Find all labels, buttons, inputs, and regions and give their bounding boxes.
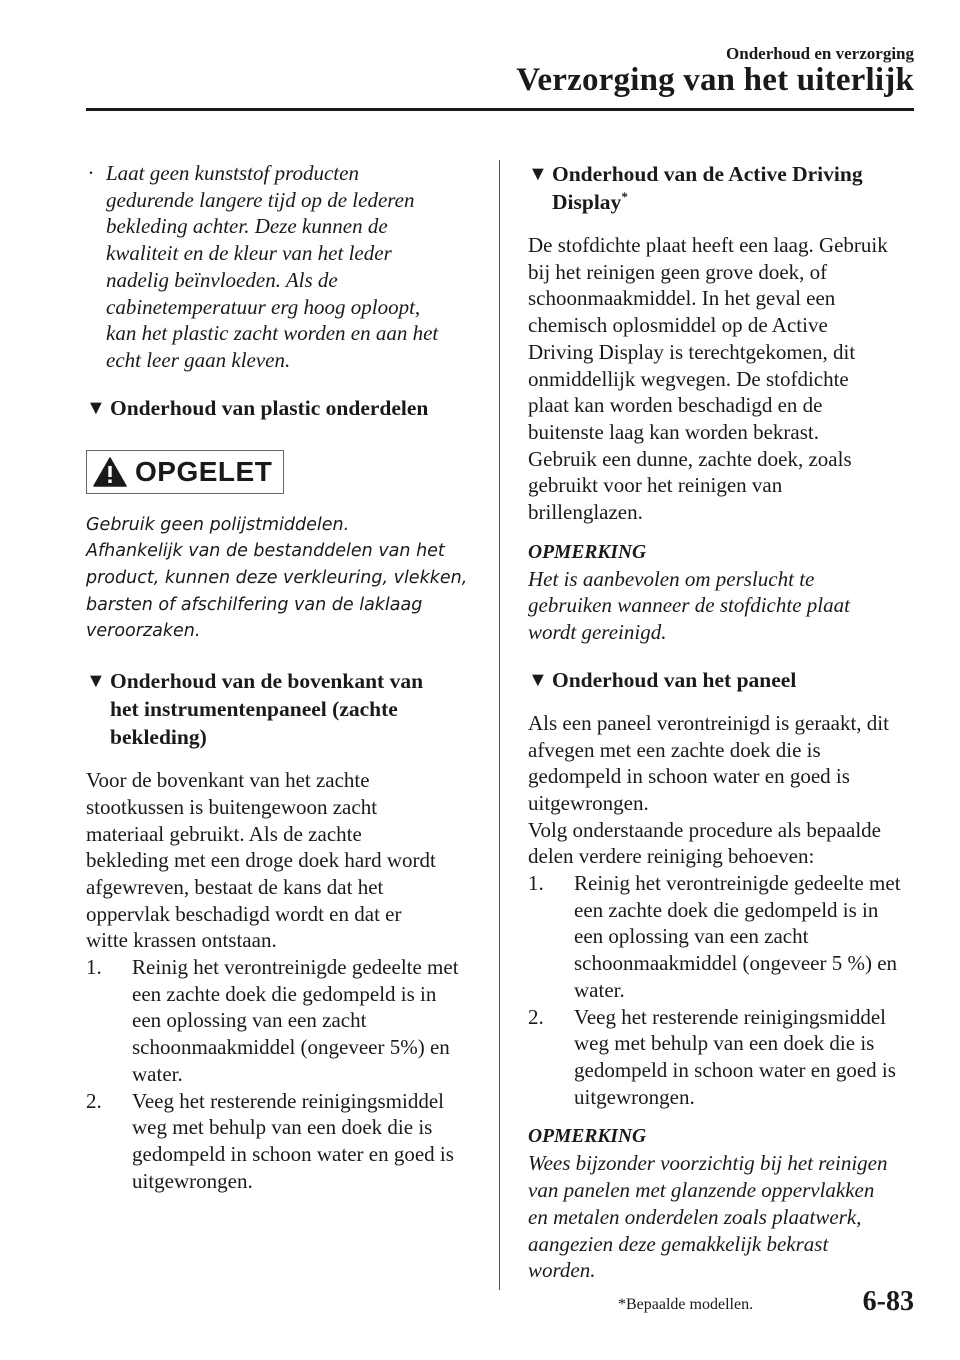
body-line: brillenglazen. [528,500,643,525]
column-divider [499,160,500,1290]
right-column [528,160,916,1284]
page-header-section: Onderhoud en verzorging [726,44,914,63]
triangle-down-icon: ▼ [86,670,106,693]
body-line: onmiddellijk wegvegen. De stofdichte [528,366,849,391]
note-line: van panelen met glanzende oppervlakken [528,1178,875,1203]
body-line: chemisch oplosmiddel op de Active [528,313,828,338]
list-line: een zachte doek die gedompeld is in [574,897,879,922]
note-line: en metalen onderdelen zoals plaatwerk, [528,1204,862,1229]
body-line: bekleding met een droge doek hard wordt [86,848,436,873]
caution-line: barsten of afschilfering van de laklaag [86,594,423,615]
list-line: weg met behulp van een doek die is [574,1031,875,1056]
warning-triangle-icon [93,457,127,487]
note-text [528,566,916,646]
list-line: uitgewrongen. [132,1168,253,1193]
caution-line: Afhankelijk van de bestanddelen van het [86,541,445,562]
body-line: materiaal gebruikt. Als de zachte [86,821,362,846]
body-text [528,232,916,526]
body-line: De stofdichte plaat heeft een laag. Gebruik [528,233,888,257]
bullet-line: cabinetemperatuur erg hoog oploopt, [106,294,421,319]
bullet-line: nadelig beïnvloeden. Als de [106,267,338,292]
body-line: delen verdere reiniging behoeven: [528,844,815,869]
body-line: gebruikt voor het reinigen van [528,473,783,498]
body-line: bij het reinigen geen grove doek, of [528,259,828,284]
section-heading-active-driving-display [528,160,916,216]
caution-box [86,450,284,494]
list-line: water. [132,1061,183,1086]
section-heading-line: het instrumentenpaneel (zachte [110,697,398,722]
triangle-down-icon: ▼ [528,163,548,185]
note-line: aangezien deze gemakkelijk bekrast [528,1231,829,1256]
body-line: Volg onderstaande procedure als bepaalde [528,817,881,842]
triangle-down-icon: ▼ [86,396,106,419]
list-item [86,1088,478,1195]
bullet-line: echt leer gaan kleven. [106,347,291,372]
body-line: witte krassen ontstaan. [86,928,277,953]
header-rule [86,108,914,111]
body-line: gedompeld in schoon water en goed is [528,764,850,789]
section-heading-text: Onderhoud van het paneel [552,667,797,692]
triangle-down-icon: ▼ [528,668,548,691]
list-line: een zachte doek die gedompeld is in [132,981,437,1006]
list-line: een oplossing van een zacht [132,1008,367,1033]
list-line: uitgewrongen. [574,1084,695,1109]
list-item [528,870,916,1004]
note-title: OPMERKING [528,1126,647,1148]
bullet-line: Laat geen kunststof producten [106,161,359,185]
body-line: Voor de bovenkant van het zachte [86,768,370,793]
section-heading-plastic [86,394,478,422]
list-number: 2. [86,1088,102,1113]
list-line: weg met behulp van een doek die is [132,1115,433,1140]
section-heading-line: Onderhoud van de bovenkant van [110,669,424,694]
list-line: water. [574,977,625,1002]
body-line: afgewreven, bestaat de kans dat het [86,874,384,899]
list-line: schoonmaakmiddel (ongeveer 5%) en [132,1035,450,1060]
body-line: Driving Display is terechtgekomen, dit [528,339,856,364]
list-line: Veeg het resterende reinigingsmiddel [574,1004,886,1029]
caution-line: veroorzaken. [86,621,201,642]
body-text [86,767,478,954]
list-line: Veeg het resterende reinigingsmiddel [132,1088,444,1113]
asterisk-marker: * [621,188,628,204]
body-line: stootkussen is buitengewoon zacht [86,794,378,819]
section-heading-text: Display [552,190,622,214]
caution-line: Gebruik geen polijstmiddelen. [86,514,350,535]
list-line: Reinig het verontreinigde gedeelte met [132,955,459,980]
list-item [528,1004,916,1111]
page-number: 6-83 [862,1286,914,1317]
body-line: afvegen met een zachte doek die is [528,737,821,762]
note-line: gebruiken wanneer de stofdichte plaat [528,593,850,618]
page-title: Verzorging van het uiterlijk [516,62,914,98]
note-title: OPMERKING [528,541,647,563]
caution-line: product, kunnen deze verkleuring, vlekken, [86,568,468,589]
list-number: 1. [86,955,102,980]
list-number: 1. [528,871,544,896]
body-line: Als een paneel verontreinigd is geraakt, dit [528,710,889,735]
caution-label: OPGELET [135,455,273,487]
note-line: worden. [528,1258,596,1283]
list-number: 2. [528,1004,544,1029]
section-heading-text: Onderhoud van plastic onderdelen [110,395,429,420]
section-heading-line: Onderhoud van de Active Driving [552,162,863,186]
body-line: buitenste laag kan worden bekrast. [528,419,819,444]
section-heading-dashboard [86,667,478,751]
note-line: Het is aanbevolen om perslucht te [528,566,815,591]
bullet-line: bekleding achter. Deze kunnen de [106,214,388,239]
footer-note: *Bepaalde modellen. [618,1296,754,1313]
caution-body [86,512,478,646]
list-line: schoonmaakmiddel (ongeveer 5 %) en [574,951,898,976]
note-line: Wees bijzonder voorzichtig bij het reinigen [528,1151,888,1176]
section-heading-line: bekleding) [110,725,207,750]
bullet-item [86,160,478,374]
section-heading-panel [528,666,916,694]
body-line: plaat kan worden beschadigd en de [528,393,823,418]
list-item [86,954,478,1088]
body-line: uitgewrongen. [528,790,649,815]
list-line: Reinig het verontreinigde gedeelte met [574,871,901,896]
bullet-dot-icon: · [88,161,94,185]
body-line: Gebruik een dunne, zachte doek, zoals [528,446,852,471]
list-line: een oplossing van een zacht [574,924,809,949]
body-text [528,710,916,870]
body-line: schoonmaakmiddel. In het geval een [528,286,836,311]
left-column [86,160,478,1194]
list-line: gedompeld in schoon water en goed is [574,1057,896,1082]
body-line: oppervlak beschadigd wordt en dat er [86,901,402,926]
note-line: wordt gereinigd. [528,620,667,645]
bullet-line: kwaliteit en de kleur van het leder [106,241,392,266]
section-heading-line [552,188,916,216]
list-line: gedompeld in schoon water en goed is [132,1141,454,1166]
note-text [528,1150,916,1284]
bullet-line: gedurende langere tijd op de lederen [106,187,415,212]
bullet-line: kan het plastic zacht worden en aan het [106,321,439,346]
